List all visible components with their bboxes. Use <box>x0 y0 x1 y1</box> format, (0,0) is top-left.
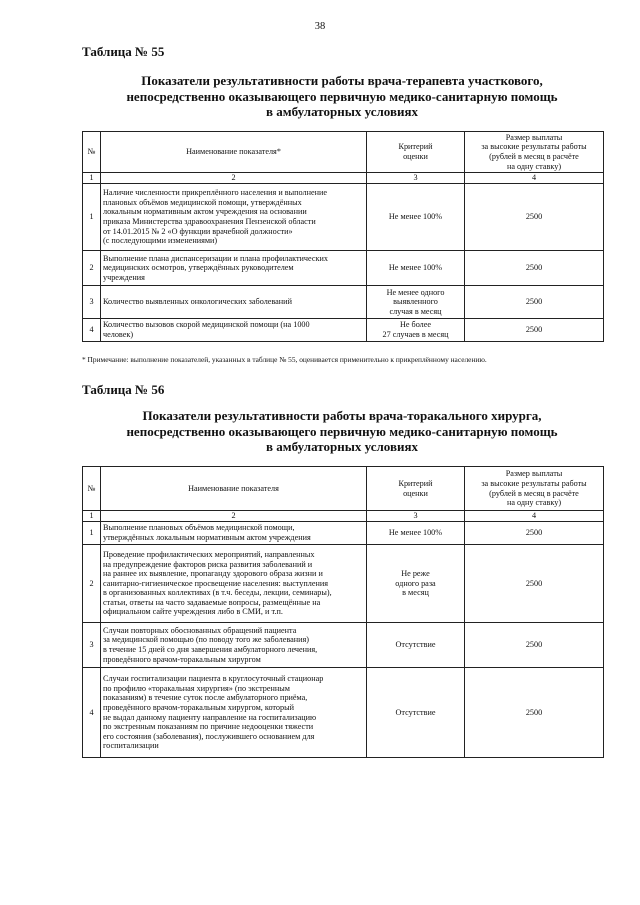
header-text-line: на одну ставку) <box>506 161 562 171</box>
header-payment <box>465 132 604 173</box>
table-55 <box>82 131 604 342</box>
title-line: Показатели результативности работы врача-торакального хирурга, <box>142 408 542 423</box>
criterion <box>367 286 465 319</box>
text-line: официальном сайте учреждения либо в СМИ, и т.п. <box>103 607 283 617</box>
text-line: его состояния (заболевания), послужившего основанием для <box>103 731 315 741</box>
criterion <box>367 668 465 758</box>
table-row <box>83 668 604 758</box>
title-line: в амбулаторных условиях <box>266 439 418 454</box>
criterion <box>367 545 465 623</box>
header-payment <box>465 467 604 511</box>
text-line: Не менее 100% <box>388 212 443 222</box>
indicator-name <box>101 251 367 286</box>
column-number: 2 <box>101 173 367 184</box>
table-row <box>83 623 604 668</box>
header-row <box>83 132 604 173</box>
title-line: в амбулаторных условиях <box>266 104 418 119</box>
header-text-line: оценки <box>403 152 428 161</box>
text-line: Не менее 100% <box>388 528 443 538</box>
column-number: 3 <box>367 173 465 184</box>
text-line: по профилю «торакальная хирургия» (по экстренным <box>103 683 290 693</box>
payment-amount: 2500 <box>465 545 604 623</box>
header-text-line: за высокие результаты работы <box>481 478 587 488</box>
header-text-line: Критерий <box>398 142 433 152</box>
text-line: (с последующими изменениями) <box>103 236 218 246</box>
text-line: в организованных коллективах (в т.ч. беседы, лекции, семинары), <box>103 588 332 598</box>
indicator-name <box>101 184 367 251</box>
row-number: 1 <box>83 184 101 251</box>
criterion <box>367 184 465 251</box>
text-line: проведённого врачом-торакальным хирургом <box>103 654 261 664</box>
header-name: Наименование показателя <box>101 467 367 511</box>
text-line: плановых объёмов медицинской помощи, утверждённых <box>103 197 302 207</box>
payment-amount: 2500 <box>465 286 604 319</box>
text-line: проведённого врачом-торакальным хирургом, который <box>103 702 294 712</box>
row-number: 2 <box>83 251 101 286</box>
criterion <box>367 251 465 286</box>
text-line: одного раза <box>395 578 436 588</box>
text-line: на предупреждение факторов риска развития заболеваний и <box>103 559 313 569</box>
indicator-name <box>101 623 367 668</box>
row-number: 1 <box>83 522 101 545</box>
indicator-name <box>101 319 367 342</box>
table-row <box>83 319 604 342</box>
column-number: 2 <box>101 511 367 522</box>
table-56 <box>82 466 604 758</box>
text-line: учреждения <box>103 272 145 282</box>
text-line: Случаи повторных обоснованных обращений пациента <box>103 625 297 635</box>
table-row <box>83 286 604 319</box>
column-number: 1 <box>83 511 101 522</box>
column-number: 4 <box>465 173 604 184</box>
text-line: утверждённых локальным нормативным актом учреждения <box>103 533 311 542</box>
text-line: Случаи госпитализации пациента в круглосуточный стационар <box>103 674 324 684</box>
column-number: 1 <box>83 173 101 184</box>
indicator-name <box>101 668 367 758</box>
table-row <box>83 184 604 251</box>
text-line: Не реже <box>401 569 430 579</box>
payment-amount: 2500 <box>465 522 604 545</box>
indicator-name <box>101 286 367 319</box>
table-55-title <box>82 73 602 120</box>
text-line: в течение 15 дней со дня завершения амбулаторного лечения, <box>103 645 318 654</box>
text-line: Проведение профилактических мероприятий, направленных <box>103 549 315 559</box>
text-line: Выполнение плановых объёмов медицинской помощи, <box>103 523 295 533</box>
text-line: по экстренным показаниям по причине недооценки тяжести <box>103 722 314 732</box>
title-line: Показатели результативности работы врача-терапевта участкового, <box>141 73 543 88</box>
column-number: 4 <box>465 511 604 522</box>
header-name: Наименование показателя* <box>101 132 367 173</box>
text-line: не выдал данному пациенту направление на госпитализацию <box>103 712 317 722</box>
page-number: 38 <box>314 21 326 32</box>
title-line: непосредственно оказывающего первичную медико-санитарную помощь <box>126 88 558 104</box>
header-text-line: Размер выплаты <box>505 132 563 142</box>
criterion <box>367 623 465 668</box>
header-text-line: (рублей в месяц в расчёте <box>489 488 579 498</box>
row-number: 2 <box>83 545 101 623</box>
table-55-footnote: * Примечание: выполнение показателей, указанных в таблице № 55, оценивается применительно к прикреплённому населению. <box>82 355 487 364</box>
text-line: локальным нормативным актом учреждения на основании <box>103 207 307 217</box>
table-row <box>83 545 604 623</box>
row-number: 4 <box>83 668 101 758</box>
header-row <box>83 467 604 511</box>
text-line: медицинских осмотров, утверждённых руководителем <box>103 263 294 273</box>
text-line: Количество выявленных онкологических заболеваний <box>103 297 292 307</box>
text-line: человек) <box>103 330 134 339</box>
text-line: Не менее 100% <box>388 263 443 273</box>
text-line: Не менее одного <box>386 287 445 297</box>
criterion <box>367 319 465 342</box>
header-criterion <box>367 132 465 173</box>
header-text-line: (рублей в месяц в расчёте <box>489 152 579 161</box>
table-55-label: Таблица № 55 <box>82 44 165 59</box>
text-line: Не более <box>399 320 432 330</box>
payment-amount: 2500 <box>465 184 604 251</box>
row-number: 4 <box>83 319 101 342</box>
header-num: № <box>83 132 101 173</box>
header-text-line: Размер выплаты <box>505 469 563 479</box>
header-text-line: на одну ставку) <box>506 498 562 508</box>
row-number: 3 <box>83 623 101 668</box>
text-line: Наличие численности прикреплённого населения и выполнение <box>103 188 327 198</box>
text-line: за медицинской помощью (по поводу того же заболевания) <box>103 635 310 645</box>
title-line: непосредственно оказывающего первичную медико-санитарную помощь <box>126 423 558 439</box>
payment-amount: 2500 <box>465 251 604 286</box>
text-line: 27 случаев в месяц <box>382 330 449 339</box>
text-line: случая в месяц <box>389 306 442 316</box>
text-line: Отсутствие <box>395 707 436 717</box>
column-number-row <box>83 173 604 184</box>
table-row <box>83 251 604 286</box>
text-line: санитарно-гигиеническое просвещение населения: выступления <box>103 578 329 588</box>
text-line: от 14.01.2015 № 2 «О функции врачебной должности» <box>103 226 293 236</box>
header-num: № <box>83 467 101 511</box>
indicator-name <box>101 545 367 623</box>
column-number: 3 <box>367 511 465 522</box>
payment-amount: 2500 <box>465 623 604 668</box>
criterion <box>367 522 465 545</box>
indicator-name <box>101 522 367 545</box>
table-row <box>83 522 604 545</box>
text-line: приказа Министерства здравоохранения Пензенской области <box>103 217 316 226</box>
header-criterion <box>367 467 465 511</box>
column-number-row <box>83 511 604 522</box>
payment-amount: 2500 <box>465 319 604 342</box>
table-56-title <box>82 408 602 455</box>
header-text-line: оценки <box>403 488 428 498</box>
text-line: выявленного <box>393 297 438 307</box>
payment-amount: 2500 <box>465 668 604 758</box>
text-line: Количество вызовов скорой медицинской помощи (на 1000 <box>103 320 310 330</box>
header-text-line: за высокие результаты работы <box>481 142 587 152</box>
text-line: Выполнение плана диспансеризации и плана профилактических <box>103 253 328 263</box>
row-number: 3 <box>83 286 101 319</box>
text-line: показаниям) в течение суток после амбулаторного приёма, <box>103 693 308 703</box>
text-line: статьи, ответы на часто задаваемые вопросы, размещённые на <box>103 597 321 607</box>
text-line: на раннее их выявление, пропаганду здорового образа жизни и <box>103 569 323 579</box>
text-line: госпитализации <box>103 741 159 751</box>
text-line: Отсутствие <box>395 640 436 650</box>
table-56-label: Таблица № 56 <box>82 382 165 397</box>
header-text-line: Критерий <box>398 478 433 488</box>
text-line: в месяц <box>402 588 429 598</box>
